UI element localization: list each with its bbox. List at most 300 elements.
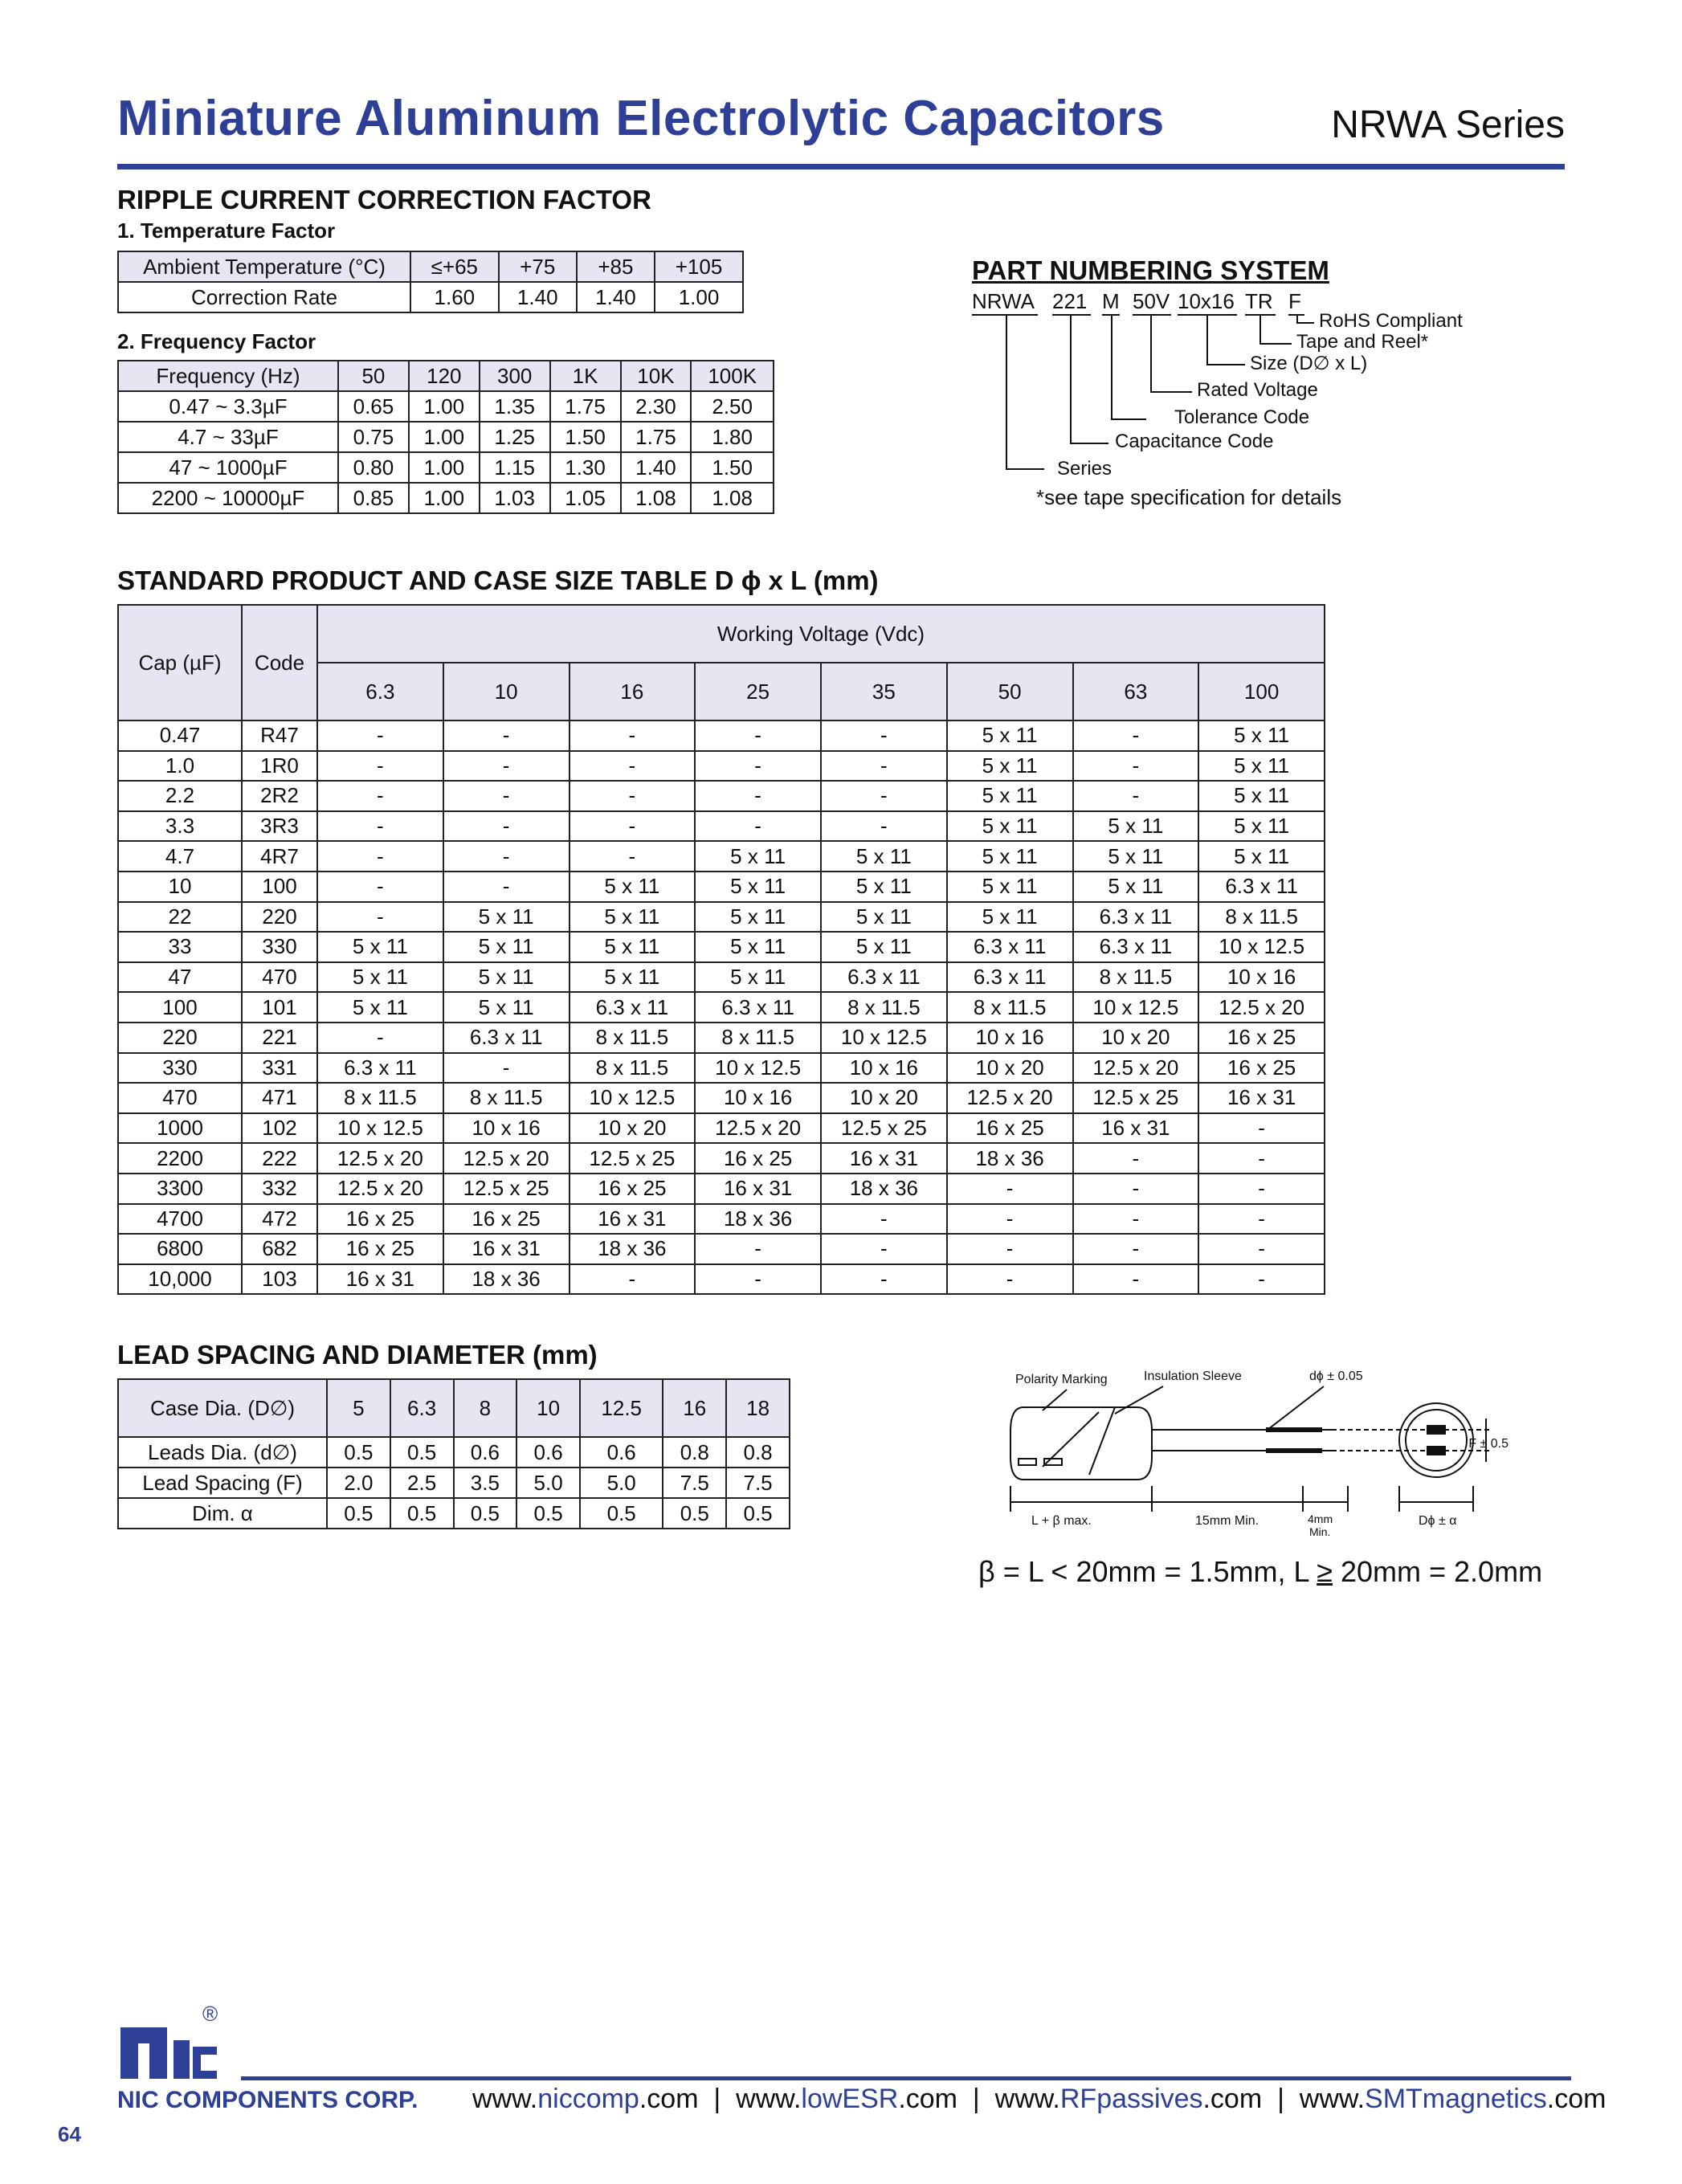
freq-row bbox=[118, 452, 774, 483]
std-cell: 2R2 bbox=[242, 781, 317, 811]
page-title: Miniature Aluminum Electrolytic Capacitors bbox=[117, 91, 1165, 146]
company-name: NIC COMPONENTS CORP. bbox=[117, 2087, 418, 2113]
std-cell: - bbox=[317, 721, 443, 751]
std-cell: - bbox=[1073, 781, 1199, 811]
std-cell: 12.5 x 20 bbox=[317, 1174, 443, 1204]
table-row bbox=[118, 721, 1325, 751]
lead-cell: Case Dia. (D∅) bbox=[118, 1379, 327, 1437]
std-cell: 100 bbox=[118, 992, 242, 1023]
beta-text-a: β = L < 20mm = 1.5mm, L bbox=[978, 1555, 1317, 1588]
std-cell: 331 bbox=[242, 1053, 317, 1084]
std-cell: 12.5 x 25 bbox=[1073, 1083, 1199, 1113]
table-row bbox=[118, 1204, 1325, 1235]
lead-cell: 0.5 bbox=[726, 1498, 790, 1529]
std-cell: 8 x 11.5 bbox=[1198, 902, 1325, 933]
lead-cell: 7.5 bbox=[726, 1468, 790, 1498]
std-cell: 5 x 11 bbox=[317, 962, 443, 993]
lead-cell: 0.5 bbox=[580, 1498, 663, 1529]
temp-cell: 1.40 bbox=[577, 282, 655, 312]
std-cell: 16 x 31 bbox=[317, 1264, 443, 1295]
temp-cell: Ambient Temperature (°C) bbox=[118, 251, 410, 282]
lead-cell: 0.5 bbox=[327, 1437, 390, 1468]
std-header-code: Code bbox=[242, 605, 317, 721]
temp-cell: +85 bbox=[577, 251, 655, 282]
std-cell: 5 x 11 bbox=[947, 841, 1073, 872]
lead-cell: 0.5 bbox=[327, 1498, 390, 1529]
std-cell: 2.2 bbox=[118, 781, 242, 811]
lead-cell: 8 bbox=[454, 1379, 517, 1437]
pn-leader bbox=[1150, 391, 1192, 393]
std-cell: 8 x 11.5 bbox=[570, 1023, 696, 1053]
pn-code-series: NRWA bbox=[972, 289, 1035, 313]
std-voltage-cell: 6.3 bbox=[317, 663, 443, 721]
std-voltage-cell: 50 bbox=[947, 663, 1073, 721]
footer-link-part: www. bbox=[1299, 2084, 1366, 2114]
std-cell: 5 x 11 bbox=[821, 841, 947, 872]
table-row bbox=[118, 1053, 1325, 1084]
std-cell: 5 x 11 bbox=[443, 932, 570, 962]
std-voltage-cell: 63 bbox=[1073, 663, 1199, 721]
footer-link-part: www. bbox=[472, 2084, 538, 2114]
freq-cell: 1.00 bbox=[409, 483, 480, 513]
pn-label-tape: Tape and Reel* bbox=[1296, 331, 1429, 353]
std-cell: 6.3 x 11 bbox=[695, 992, 821, 1023]
freq-cell: 50 bbox=[338, 361, 409, 391]
lead-cell: 6.3 bbox=[390, 1379, 454, 1437]
std-cell: 6.3 x 11 bbox=[443, 1023, 570, 1053]
table-row bbox=[118, 841, 1325, 872]
beta-formula bbox=[978, 1555, 1542, 1589]
temp-cell: 1.60 bbox=[410, 282, 499, 312]
lead-cell: 0.5 bbox=[454, 1498, 517, 1529]
std-cell: 5 x 11 bbox=[947, 751, 1073, 782]
std-cell: - bbox=[695, 1264, 821, 1295]
std-cell: - bbox=[1198, 1174, 1325, 1204]
std-cell: - bbox=[317, 872, 443, 902]
pn-label-rohs: RoHS Compliant bbox=[1319, 310, 1463, 332]
std-cell: - bbox=[695, 811, 821, 842]
freq-cell: 0.75 bbox=[338, 422, 409, 452]
temperature-factor-table bbox=[117, 251, 744, 313]
table-row bbox=[118, 962, 1325, 993]
std-cell: 10 x 20 bbox=[1073, 1023, 1199, 1053]
ripple-heading: RIPPLE CURRENT CORRECTION FACTOR bbox=[117, 185, 651, 214]
pn-underline bbox=[972, 314, 1038, 316]
std-voltage-cell: 25 bbox=[695, 663, 821, 721]
std-cell: 8 x 11.5 bbox=[317, 1083, 443, 1113]
std-cell: - bbox=[443, 811, 570, 842]
std-cell: 5 x 11 bbox=[570, 902, 696, 933]
footer-link-part: RFpassives bbox=[1059, 2084, 1203, 2114]
std-voltage-cell: 35 bbox=[821, 663, 947, 721]
label-dia: Dϕ ± α bbox=[1419, 1514, 1457, 1528]
pn-label-size: Size (D∅ x L) bbox=[1250, 353, 1368, 374]
std-cell: 1.0 bbox=[118, 751, 242, 782]
pn-code-tape: TR bbox=[1245, 289, 1273, 313]
table-row bbox=[118, 932, 1325, 962]
std-cell: - bbox=[947, 1174, 1073, 1204]
std-cell: 12.5 x 20 bbox=[695, 1113, 821, 1144]
std-cell: 10 x 20 bbox=[947, 1053, 1073, 1084]
std-cell: - bbox=[317, 902, 443, 933]
std-cell: 18 x 36 bbox=[695, 1204, 821, 1235]
pn-leader bbox=[1206, 316, 1208, 365]
freq-cell: 1.05 bbox=[550, 483, 621, 513]
std-cell: - bbox=[1073, 1264, 1199, 1295]
temp-cell: 1.00 bbox=[655, 282, 743, 312]
freq-cell: Frequency (Hz) bbox=[118, 361, 338, 391]
footer-separator: | bbox=[957, 2084, 995, 2114]
label-15mm: 15mm Min. bbox=[1195, 1514, 1259, 1528]
pointer-lead bbox=[1268, 1386, 1324, 1430]
std-cell: 16 x 31 bbox=[443, 1234, 570, 1264]
lead-cell: 0.5 bbox=[390, 1498, 454, 1529]
std-cell: - bbox=[570, 721, 696, 751]
std-cell: 101 bbox=[242, 992, 317, 1023]
std-cell: - bbox=[1198, 1264, 1325, 1295]
lead-cell: 0.6 bbox=[580, 1437, 663, 1468]
std-cell: - bbox=[1073, 751, 1199, 782]
beta-text-b: 20mm = 2.0mm bbox=[1332, 1555, 1543, 1588]
lead-cell: 0.6 bbox=[454, 1437, 517, 1468]
std-cell: 8 x 11.5 bbox=[695, 1023, 821, 1053]
std-cell: 16 x 25 bbox=[570, 1174, 696, 1204]
pn-underline bbox=[1133, 314, 1171, 316]
temp-cell: ≤+65 bbox=[410, 251, 499, 282]
std-cell: - bbox=[821, 1264, 947, 1295]
table-row bbox=[118, 1264, 1325, 1295]
std-cell: 5 x 11 bbox=[821, 872, 947, 902]
std-cell: 10 x 20 bbox=[821, 1083, 947, 1113]
footer-link[interactable] bbox=[472, 2084, 699, 2114]
std-cell: 5 x 11 bbox=[317, 932, 443, 962]
footer-link-part: .com bbox=[1202, 2084, 1263, 2114]
freq-cell: 1.03 bbox=[480, 483, 550, 513]
freq-cell: 1.00 bbox=[409, 452, 480, 483]
label-sleeve: Insulation Sleeve bbox=[1144, 1370, 1242, 1383]
std-cell: 5 x 11 bbox=[1073, 872, 1199, 902]
footer-rule bbox=[241, 2076, 1571, 2080]
std-cell: 10 x 16 bbox=[821, 1053, 947, 1084]
footer-link[interactable] bbox=[736, 2084, 957, 2114]
lead-row bbox=[118, 1468, 790, 1498]
std-cell: - bbox=[443, 841, 570, 872]
std-cell: 103 bbox=[242, 1264, 317, 1295]
std-cell: 18 x 36 bbox=[443, 1264, 570, 1295]
freq-cell: 1.75 bbox=[550, 391, 621, 422]
std-cell: 332 bbox=[242, 1174, 317, 1204]
std-cell: 4R7 bbox=[242, 841, 317, 872]
std-cell: 5 x 11 bbox=[947, 811, 1073, 842]
std-cell: 16 x 31 bbox=[695, 1174, 821, 1204]
std-cell: 5 x 11 bbox=[947, 872, 1073, 902]
std-cell: - bbox=[570, 841, 696, 872]
lead-heading: LEAD SPACING AND DIAMETER (mm) bbox=[117, 1340, 598, 1370]
freq-cell: 0.47 ~ 3.3µF bbox=[118, 391, 338, 422]
lead-cell: 0.5 bbox=[390, 1437, 454, 1468]
std-cell: - bbox=[1073, 721, 1199, 751]
lead-cell: 2.5 bbox=[390, 1468, 454, 1498]
std-cell: 12.5 x 20 bbox=[443, 1143, 570, 1174]
std-cell: - bbox=[317, 1023, 443, 1053]
std-cell: 6.3 x 11 bbox=[317, 1053, 443, 1084]
std-cell: 5 x 11 bbox=[1198, 721, 1325, 751]
frequency-factor-table bbox=[117, 360, 774, 514]
std-cell: 10 x 16 bbox=[947, 1023, 1073, 1053]
pn-label-tolerance: Tolerance Code bbox=[1174, 406, 1310, 428]
freq-cell: 300 bbox=[480, 361, 550, 391]
freq-cell: 1.00 bbox=[409, 422, 480, 452]
std-cell: - bbox=[821, 811, 947, 842]
freq-cell: 2200 ~ 10000µF bbox=[118, 483, 338, 513]
freq-cell: 1.15 bbox=[480, 452, 550, 483]
std-cell: - bbox=[317, 781, 443, 811]
capacitor-dimension-diagram bbox=[994, 1354, 1508, 1547]
pn-leader bbox=[1150, 316, 1152, 393]
std-cell: 5 x 11 bbox=[947, 902, 1073, 933]
std-cell: 6.3 x 11 bbox=[1198, 872, 1325, 902]
std-cell: - bbox=[317, 841, 443, 872]
lead-row bbox=[118, 1437, 790, 1468]
std-cell: 5 x 11 bbox=[947, 781, 1073, 811]
std-cell: 6.3 x 11 bbox=[570, 992, 696, 1023]
std-cell: - bbox=[821, 781, 947, 811]
label-4mm: 4mm bbox=[1308, 1512, 1333, 1525]
std-cell: 10 x 16 bbox=[695, 1083, 821, 1113]
temp-row bbox=[118, 251, 743, 282]
footer-link-part: .com bbox=[898, 2084, 958, 2114]
std-cell: 220 bbox=[242, 902, 317, 933]
std-cell: 5 x 11 bbox=[570, 932, 696, 962]
std-cell: 8 x 11.5 bbox=[443, 1083, 570, 1113]
end-view-circle bbox=[1399, 1403, 1473, 1477]
freq-cell: 0.80 bbox=[338, 452, 409, 483]
std-cell: 1000 bbox=[118, 1113, 242, 1144]
table-row bbox=[118, 1023, 1325, 1053]
footer-separator: | bbox=[1262, 2084, 1300, 2114]
std-cell: 5 x 11 bbox=[695, 902, 821, 933]
std-cell: 12.5 x 20 bbox=[317, 1143, 443, 1174]
pn-leader bbox=[1206, 364, 1245, 365]
std-cell: - bbox=[947, 1204, 1073, 1235]
table-row bbox=[118, 811, 1325, 842]
pn-label-voltage: Rated Voltage bbox=[1197, 379, 1318, 401]
lead-cell: 18 bbox=[726, 1379, 790, 1437]
std-cell: 10 bbox=[118, 872, 242, 902]
std-cell: 5 x 11 bbox=[1198, 841, 1325, 872]
std-cell: 8 x 11.5 bbox=[570, 1053, 696, 1084]
part-numbering-heading: PART NUMBERING SYSTEM bbox=[972, 255, 1329, 285]
std-cell: 0.47 bbox=[118, 721, 242, 751]
freq-cell: 1.25 bbox=[480, 422, 550, 452]
footer-separator: | bbox=[698, 2084, 737, 2114]
footer-link-part: www. bbox=[736, 2084, 802, 2114]
std-cell: 3R3 bbox=[242, 811, 317, 842]
std-cell: 5 x 11 bbox=[1198, 751, 1325, 782]
std-cell: - bbox=[317, 751, 443, 782]
table-row bbox=[118, 992, 1325, 1023]
std-cell: 100 bbox=[242, 872, 317, 902]
std-cell: - bbox=[1073, 1204, 1199, 1235]
std-cell: 330 bbox=[118, 1053, 242, 1084]
std-cell: 10 x 12.5 bbox=[695, 1053, 821, 1084]
lead-cell: 2.0 bbox=[327, 1468, 390, 1498]
std-cell: 6800 bbox=[118, 1234, 242, 1264]
label-length: L + β max. bbox=[1031, 1514, 1092, 1528]
freq-cell: 1.30 bbox=[550, 452, 621, 483]
std-cell: 18 x 36 bbox=[947, 1143, 1073, 1174]
freq-cell: 100K bbox=[691, 361, 774, 391]
pn-note: *see tape specification for details bbox=[1036, 485, 1342, 509]
lead-cell: 0.8 bbox=[663, 1437, 726, 1468]
freq-row bbox=[118, 361, 774, 391]
std-cell: R47 bbox=[242, 721, 317, 751]
std-cell: 5 x 11 bbox=[695, 841, 821, 872]
table-row bbox=[118, 1234, 1325, 1264]
std-cell: 10 x 12.5 bbox=[570, 1083, 696, 1113]
beta-ge: ≥ bbox=[1317, 1555, 1333, 1588]
std-cell: - bbox=[695, 751, 821, 782]
lead-cell: 16 bbox=[663, 1379, 726, 1437]
std-cell: 5 x 11 bbox=[570, 962, 696, 993]
std-cell: 16 x 25 bbox=[317, 1234, 443, 1264]
std-cell: 5 x 11 bbox=[695, 932, 821, 962]
std-cell: 5 x 11 bbox=[443, 902, 570, 933]
lead-cell: 0.5 bbox=[516, 1498, 580, 1529]
freq-cell: 1.35 bbox=[480, 391, 550, 422]
temp-row bbox=[118, 282, 743, 312]
freq-row bbox=[118, 483, 774, 513]
freq-cell: 1.50 bbox=[550, 422, 621, 452]
capacitor-body bbox=[1010, 1407, 1152, 1480]
std-cell: 16 x 31 bbox=[570, 1204, 696, 1235]
pn-leader bbox=[1259, 343, 1292, 345]
std-cell: - bbox=[1073, 1143, 1199, 1174]
std-cell: - bbox=[443, 751, 570, 782]
pn-leader bbox=[1259, 316, 1261, 345]
temp-cell: +75 bbox=[499, 251, 577, 282]
std-cell: 10 x 12.5 bbox=[317, 1113, 443, 1144]
freq-cell: 0.65 bbox=[338, 391, 409, 422]
std-cell: 12.5 x 20 bbox=[1073, 1053, 1199, 1084]
std-cell: 1R0 bbox=[242, 751, 317, 782]
std-cell: 5 x 11 bbox=[1073, 811, 1199, 842]
pn-label-series: Series bbox=[1057, 458, 1112, 480]
lead-cell: 0.5 bbox=[663, 1498, 726, 1529]
freq-row bbox=[118, 422, 774, 452]
lead-row bbox=[118, 1498, 790, 1529]
std-cell: - bbox=[1198, 1113, 1325, 1144]
std-cell: 16 x 25 bbox=[443, 1204, 570, 1235]
std-cell: 5 x 11 bbox=[317, 992, 443, 1023]
end-view-inner bbox=[1406, 1410, 1467, 1471]
freq-cell: 2.30 bbox=[621, 391, 692, 422]
std-cell: 4700 bbox=[118, 1204, 242, 1235]
lead-cell: 12.5 bbox=[580, 1379, 663, 1437]
pn-leader bbox=[1070, 443, 1108, 444]
std-cell: 470 bbox=[118, 1083, 242, 1113]
lead-cell: 0.6 bbox=[516, 1437, 580, 1468]
std-cell: 470 bbox=[242, 962, 317, 993]
lead-cell: Leads Dia. (d∅) bbox=[118, 1437, 327, 1468]
standard-product-table bbox=[117, 604, 1325, 1295]
pn-code-capacitance: 221 bbox=[1052, 289, 1088, 313]
std-cell: 471 bbox=[242, 1083, 317, 1113]
std-cell: - bbox=[317, 811, 443, 842]
footer-link-part: .com bbox=[1546, 2084, 1606, 2114]
temp-factor-heading: 1. Temperature Factor bbox=[117, 218, 336, 243]
std-voltage-cell: 10 bbox=[443, 663, 570, 721]
std-cell: 22 bbox=[118, 902, 242, 933]
std-cell: - bbox=[821, 1234, 947, 1264]
std-cell: - bbox=[1198, 1204, 1325, 1235]
std-cell: 4.7 bbox=[118, 841, 242, 872]
label-4mm-min: Min. bbox=[1309, 1525, 1331, 1538]
footer-link-part: lowESR bbox=[801, 2084, 899, 2114]
std-cell: 8 x 11.5 bbox=[821, 992, 947, 1023]
std-cell: 6.3 x 11 bbox=[947, 962, 1073, 993]
std-cell: - bbox=[1073, 1174, 1199, 1204]
std-cell: - bbox=[1198, 1234, 1325, 1264]
pn-leader bbox=[1111, 418, 1146, 420]
std-cell: 5 x 11 bbox=[443, 962, 570, 993]
footer-link[interactable] bbox=[1300, 2084, 1606, 2114]
std-cell: 682 bbox=[242, 1234, 317, 1264]
std-cell: - bbox=[443, 872, 570, 902]
std-cell: 5 x 11 bbox=[570, 872, 696, 902]
std-cell: 12.5 x 20 bbox=[947, 1083, 1073, 1113]
std-cell: - bbox=[821, 751, 947, 782]
freq-cell: 1.40 bbox=[621, 452, 692, 483]
std-header-wv: Working Voltage (Vdc) bbox=[317, 605, 1325, 663]
footer-link[interactable] bbox=[995, 2084, 1263, 2114]
pn-underline bbox=[1052, 314, 1091, 316]
std-cell: 3.3 bbox=[118, 811, 242, 842]
table-row bbox=[118, 1143, 1325, 1174]
series-name: NRWA Series bbox=[1331, 104, 1565, 146]
std-cell: 6.3 x 11 bbox=[1073, 932, 1199, 962]
std-cell: 16 x 31 bbox=[1073, 1113, 1199, 1144]
std-cell: 472 bbox=[242, 1204, 317, 1235]
lead-cell: 5.0 bbox=[516, 1468, 580, 1498]
pn-leader bbox=[1070, 316, 1072, 444]
freq-cell: 0.85 bbox=[338, 483, 409, 513]
std-cell: 10,000 bbox=[118, 1264, 242, 1295]
footer-link-part: niccomp bbox=[537, 2084, 639, 2114]
std-cell: 10 x 12.5 bbox=[1198, 932, 1325, 962]
freq-cell: 4.7 ~ 33µF bbox=[118, 422, 338, 452]
std-cell: - bbox=[443, 1053, 570, 1084]
std-cell: - bbox=[443, 781, 570, 811]
pn-code-tolerance: M bbox=[1102, 289, 1120, 313]
std-cell: - bbox=[1073, 1234, 1199, 1264]
pn-label-capacitance: Capacitance Code bbox=[1115, 431, 1274, 452]
std-cell: 5 x 11 bbox=[443, 992, 570, 1023]
lead-cell: 5 bbox=[327, 1379, 390, 1437]
lead-cell: Dim. α bbox=[118, 1498, 327, 1529]
std-cell: 12.5 x 25 bbox=[821, 1113, 947, 1144]
std-cell: 16 x 25 bbox=[695, 1143, 821, 1174]
freq-cell: 1.08 bbox=[621, 483, 692, 513]
temp-cell: Correction Rate bbox=[118, 282, 410, 312]
freq-cell: 2.50 bbox=[691, 391, 774, 422]
std-cell: 6.3 x 11 bbox=[821, 962, 947, 993]
std-cell: 3300 bbox=[118, 1174, 242, 1204]
std-cell: - bbox=[821, 721, 947, 751]
temp-cell: 1.40 bbox=[499, 282, 577, 312]
std-cell: 5 x 11 bbox=[947, 721, 1073, 751]
label-polarity: Polarity Marking bbox=[1015, 1373, 1108, 1386]
